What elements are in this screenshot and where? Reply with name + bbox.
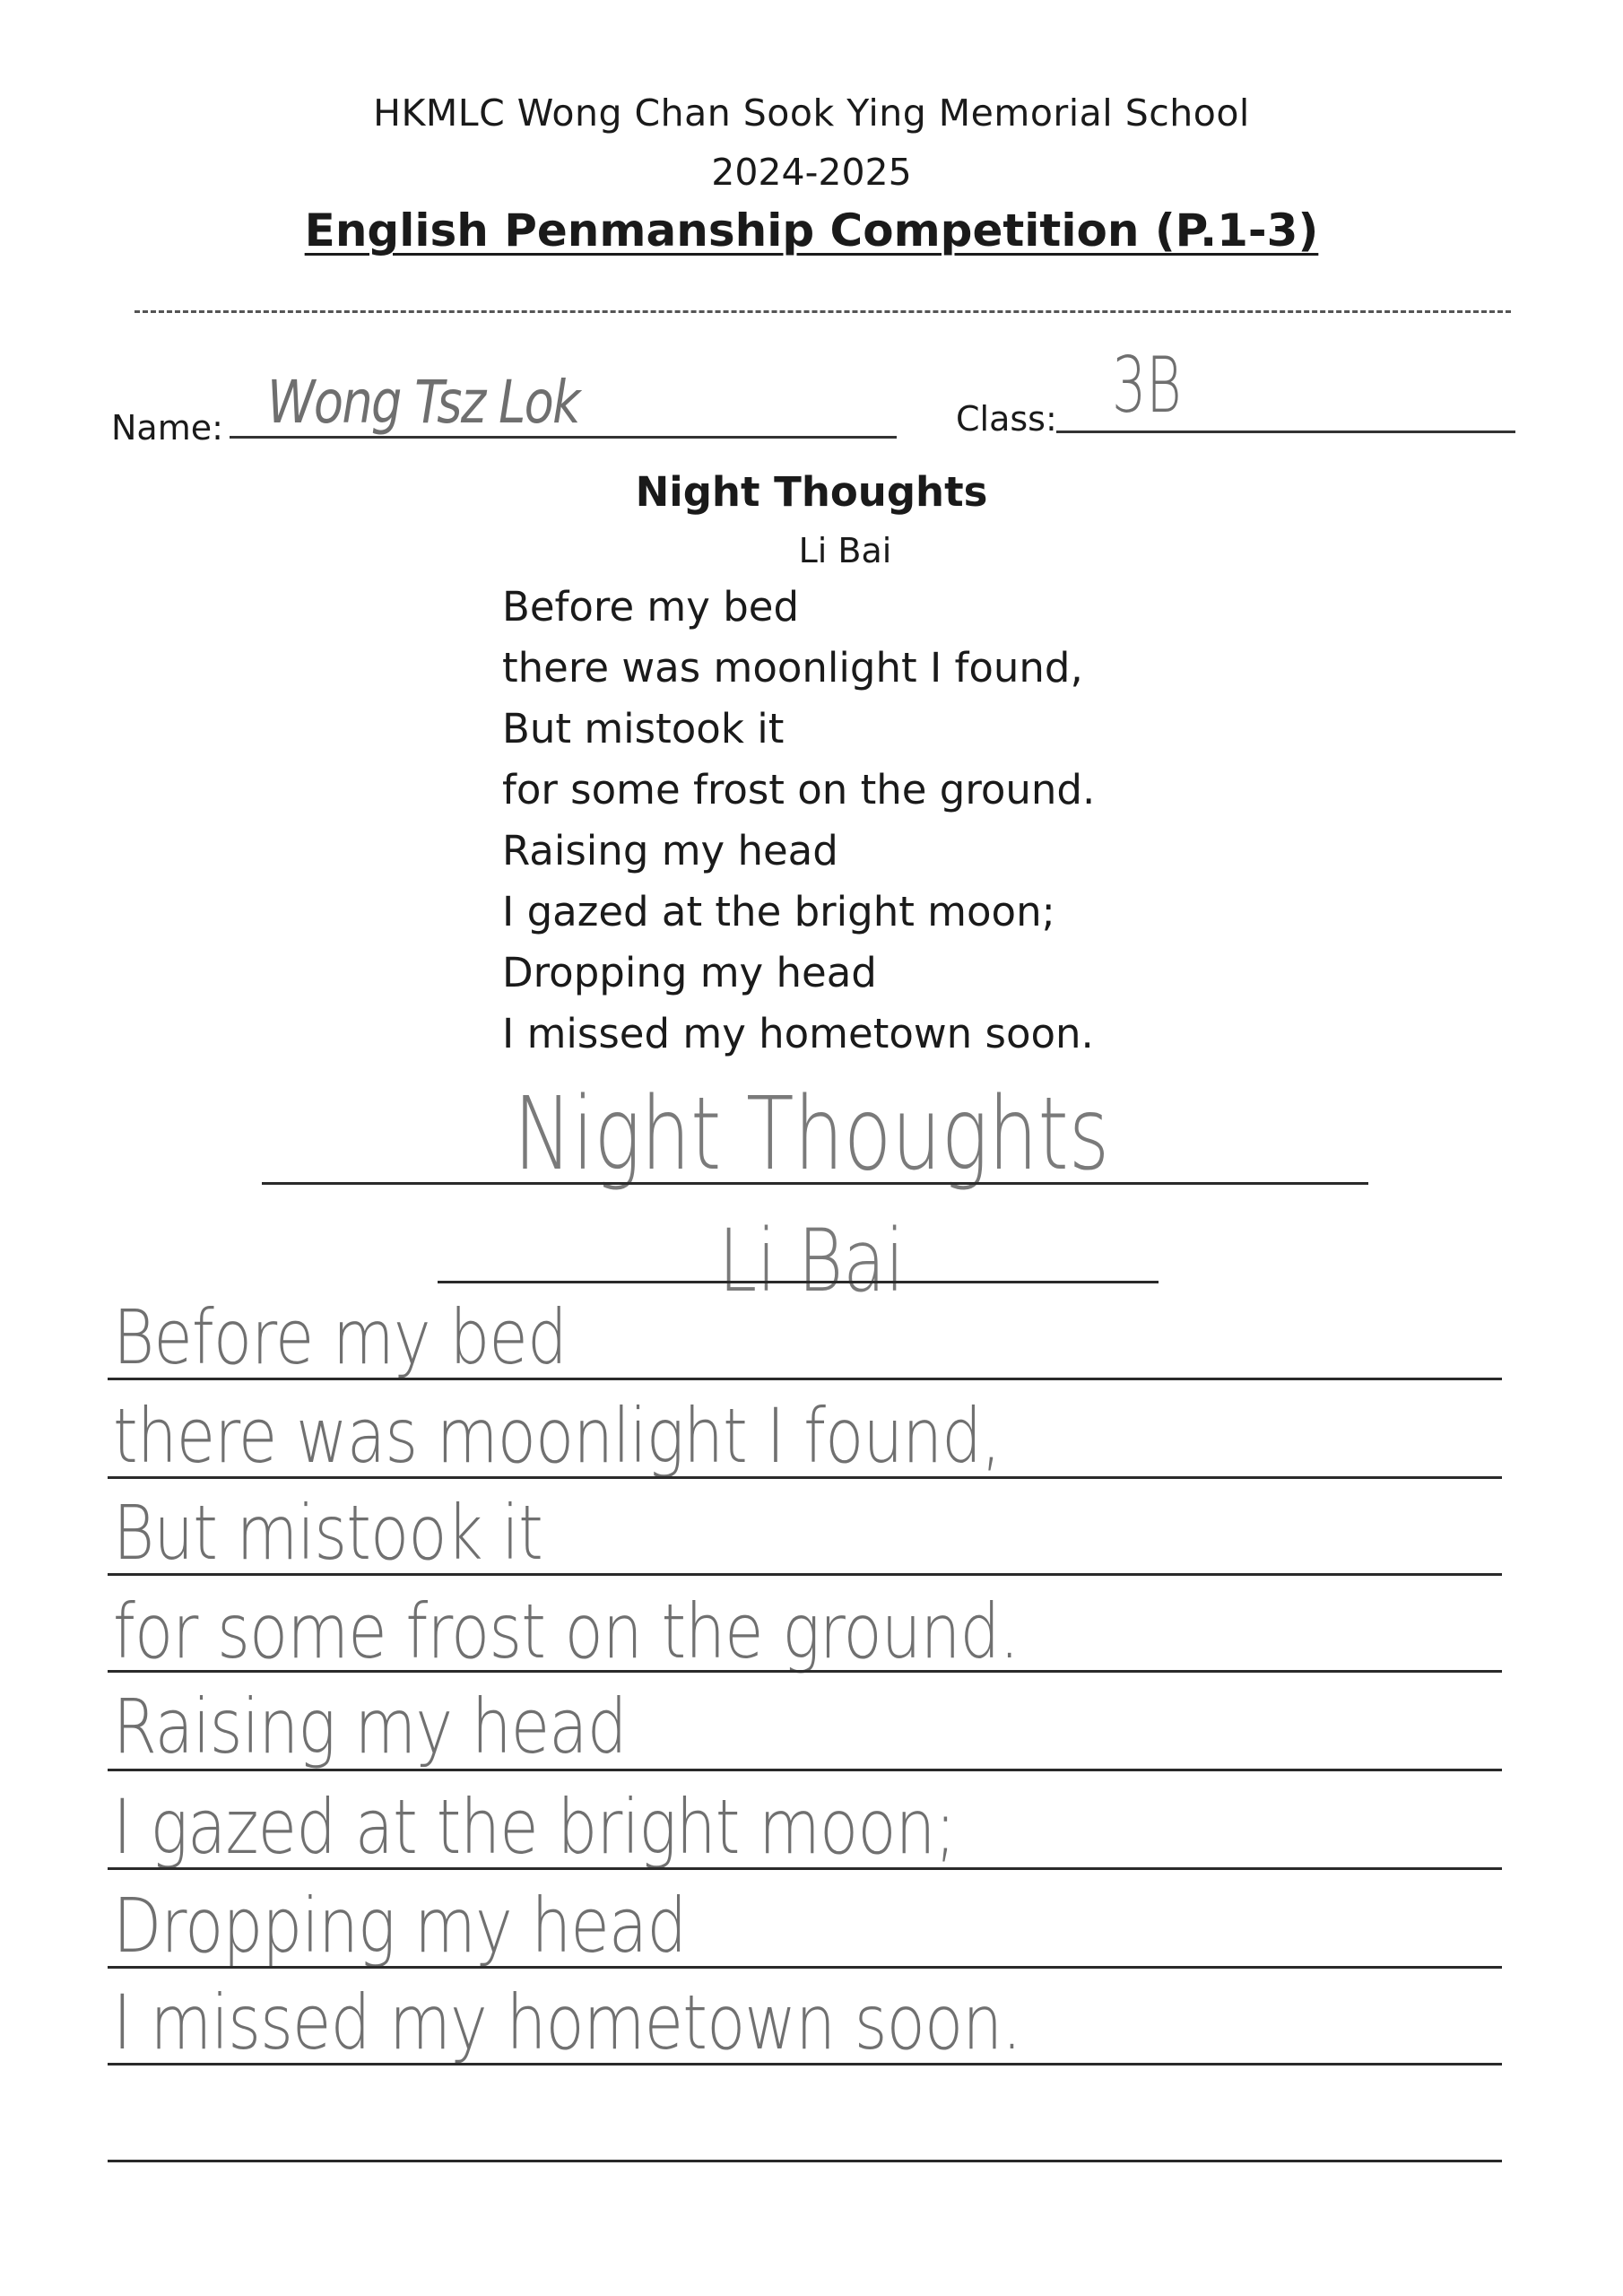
printed-poem-title: Night Thoughts <box>635 468 988 516</box>
printed-poem-line: Raising my head <box>502 827 838 874</box>
name-value: Wong Tsz Lok <box>267 368 579 437</box>
class-value: 3B <box>1112 341 1182 430</box>
writing-line <box>108 2063 1502 2066</box>
handwritten-line: there was moonlight I found, <box>113 1392 1001 1480</box>
handwritten-line: Dropping my head <box>113 1882 687 1970</box>
printed-poem-line: for some frost on the ground. <box>502 766 1096 813</box>
school-year: 2024-2025 <box>711 151 912 194</box>
printed-poem-line: Before my bed <box>502 583 800 631</box>
handwritten-line: Before my bed <box>113 1293 567 1381</box>
printed-poem-line: I missed my hometown soon. <box>502 1010 1094 1057</box>
printed-poem-author: Li Bai <box>798 531 892 570</box>
printed-poem-line: But mistook it <box>502 705 785 752</box>
handwritten-line: I gazed at the bright moon; <box>113 1783 956 1871</box>
writing-line <box>108 1476 1502 1479</box>
school-name: HKMLC Wong Chan Sook Ying Memorial School <box>373 91 1250 135</box>
competition-title-text: English Penmanship Competition (P.1-3) <box>304 204 1319 257</box>
writing-line-empty <box>108 2160 1502 2162</box>
printed-poem-line: I gazed at the bright moon; <box>502 888 1055 935</box>
writing-line <box>108 1378 1502 1380</box>
printed-poem-line: Dropping my head <box>502 949 877 996</box>
writing-line <box>108 1573 1502 1576</box>
class-label: Class: <box>956 399 1057 439</box>
title-writing-line <box>262 1182 1368 1185</box>
handwritten-line: I missed my hometown soon. <box>113 1979 1021 2066</box>
writing-line <box>108 1867 1502 1870</box>
writing-line <box>108 1769 1502 1771</box>
handwritten-line: for some frost on the ground. <box>113 1587 1020 1675</box>
writing-line <box>108 1670 1502 1673</box>
printed-poem-line: there was moonlight I found, <box>502 644 1083 691</box>
author-writing-line <box>438 1281 1159 1283</box>
name-underline <box>230 436 897 439</box>
handwritten-line: But mistook it <box>113 1489 542 1577</box>
handwritten-author: Li Bai <box>718 1211 905 1311</box>
handwritten-title: Night Thoughts <box>513 1076 1110 1193</box>
name-label: Name: <box>111 408 223 448</box>
writing-line <box>108 1966 1502 1969</box>
handwritten-line: Raising my head <box>113 1683 627 1770</box>
dashed-divider <box>135 310 1511 313</box>
competition-title <box>0 204 1623 257</box>
class-underline <box>1056 430 1515 433</box>
